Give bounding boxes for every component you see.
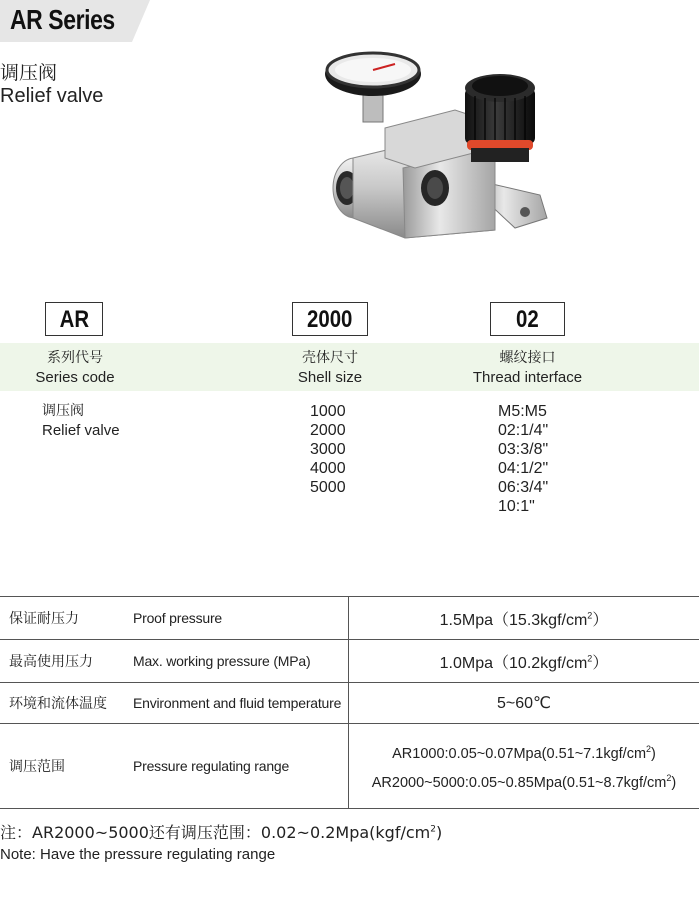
spec-label-en: Max. working pressure (MPa)	[129, 640, 349, 683]
spec-value: $1.5Mpa(15.3kgf/cm^2)$	[349, 597, 699, 640]
list-item: 2000	[310, 422, 346, 439]
list-item: 3000	[310, 441, 346, 458]
spec-label-cn: 最高使用压力	[0, 640, 129, 683]
list-item: 4000	[310, 460, 346, 477]
series-code-header: 系列代号 Series code	[35, 350, 115, 386]
table-row	[0, 640, 699, 683]
thread-interface-box: 02	[490, 302, 565, 336]
spec-label-en: Proof pressure	[129, 597, 349, 640]
list-item: 5000	[310, 479, 346, 496]
series-title: AR Series	[10, 4, 115, 35]
shell-size-header: 壳体尺寸 Shell size	[297, 350, 363, 386]
spec-label-cn: 保证耐压力	[0, 597, 129, 640]
table-row	[0, 724, 699, 809]
product-name-en: Relief valve	[0, 85, 104, 107]
note-en: Note: Have the pressure regulating range	[0, 846, 276, 863]
relief-valve-image	[325, 40, 555, 240]
list-item: 03:3/8"	[498, 441, 549, 458]
spec-label-cn: 调压范围	[0, 724, 129, 809]
list-item: 调压阀	[42, 403, 84, 419]
spec-label-cn: 环境和流体温度	[0, 683, 129, 724]
range-line-2: $AR2000\sim 5000:0.05\sim 0.85Mpa(0.51\sim 8.7kgf/cm^2)$	[371, 773, 677, 791]
spec-value: 5~60℃	[349, 683, 699, 724]
spec-label-en: Pressure regulating range	[129, 724, 349, 809]
spec-value	[349, 724, 699, 809]
product-name-cn: 调压阀	[0, 62, 58, 84]
shell-size-box: 2000	[292, 302, 368, 336]
table-row	[0, 683, 699, 724]
table-row	[0, 597, 699, 640]
series-options	[42, 402, 120, 440]
note-cn: 注：AR2000~5000还有调压范围：$0.02\sim 0.2Mpa(kgf/cm^2)$	[0, 823, 443, 842]
list-item: 06:3/4"	[498, 479, 549, 496]
list-item: M5:M5	[498, 403, 547, 420]
series-code-box: AR	[45, 302, 103, 336]
list-item: 1000	[310, 403, 346, 420]
list-item: Relief valve	[42, 422, 120, 439]
range-line-1: $AR1000:0.05\sim 0.07Mpa(0.51\sim 7.1kgf/cm^2)$	[392, 744, 656, 762]
shell-size-options	[310, 402, 346, 497]
spec-label-en: Environment and fluid temperature	[129, 683, 349, 724]
list-item: 02:1/4"	[498, 422, 549, 439]
spec-table	[0, 596, 699, 809]
thread-interface-header: 螺纹接口 Thread interface	[472, 350, 583, 386]
thread-options	[498, 402, 548, 516]
list-item: 04:1/2"	[498, 460, 549, 477]
list-item: 10:1"	[498, 498, 535, 515]
spec-value: $1.0Mpa(10.2kgf/cm^2)$	[349, 640, 699, 683]
